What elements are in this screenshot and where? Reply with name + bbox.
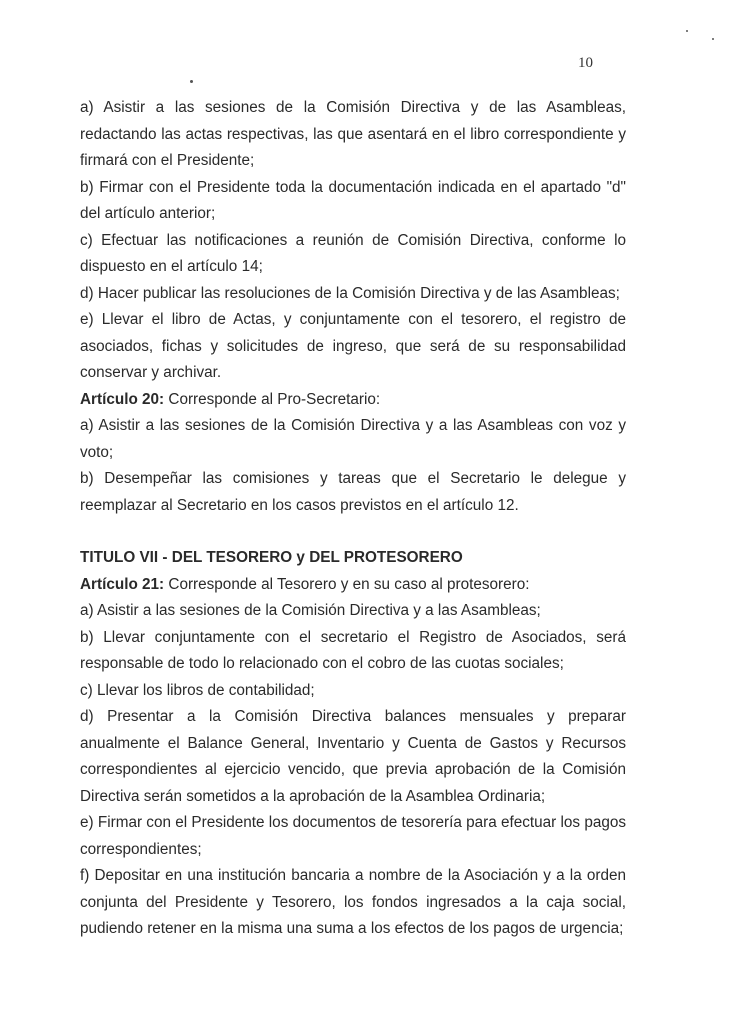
secretary-item-c: c) Efectuar las notificaciones a reunión de Comisión Directiva, conforme lo dispuesto en el artículo 14;	[80, 231, 626, 275]
article-20-item-b: b) Desempeñar las comisiones y tareas que el Secretario le delegue y reemplazar al Secretario en los casos previstos en el artículo 12.	[80, 470, 626, 514]
secretary-item-e: e) Llevar el libro de Actas, y conjuntamente con el tesorero, el registro de asociados, fichas y solicitudes de ingreso, que será de su responsabilidad conservar y archivar.	[80, 311, 626, 381]
article-20-item-a: a) Asistir a las sesiones de la Comisión Directiva y a las Asambleas con voz y voto;	[80, 417, 626, 461]
page-number: 10	[578, 55, 593, 71]
article-20-text: Corresponde al Pro-Secretario:	[164, 390, 381, 408]
article-21-item-b: b) Llevar conjuntamente con el secretario el Registro de Asociados, será responsable de todo lo relacionado con el cobro de las cuotas sociales;	[80, 628, 626, 672]
scan-speck	[190, 80, 193, 83]
article-21-intro	[80, 572, 626, 599]
article-21-text: Corresponde al Tesorero y en su caso al protesorero:	[164, 575, 530, 593]
article-20-intro	[80, 387, 626, 414]
article-20-label: Artículo 20:	[80, 390, 165, 408]
article-21-item-e: e) Firmar con el Presidente los documentos de tesorería para efectuar los pagos correspondientes;	[80, 814, 626, 858]
article-21-item-f: f) Depositar en una institución bancaria a nombre de la Asociación y a la orden conjunta del Presidente y Tesorero, los fondos ingresados a la caja social, pudiendo retener en la misma una suma a los efectos de los pagos de urgencia;	[80, 867, 626, 937]
secretary-item-a: a) Asistir a las sesiones de la Comisión Directiva y de las Asambleas, redactando las actas respectivas, las que asentará en el libro correspondiente y firmará con el Presidente;	[80, 99, 626, 169]
article-21-item-d: d) Presentar a la Comisión Directiva balances mensuales y preparar anualmente el Balance General, Inventario y Cuenta de Gastos y Recursos correspondientes al ejercicio vencido, que previa aprobación de la Comisión Directiva serán sometidos a la aprobación de la Asamblea Ordinaria;	[80, 708, 626, 805]
article-21-item-a: a) Asistir a las sesiones de la Comisión Directiva y a las Asambleas;	[80, 602, 541, 619]
secretary-item-d: d) Hacer publicar las resoluciones de la Comisión Directiva y de las Asambleas;	[80, 284, 620, 302]
article-21-label: Artículo 21:	[80, 575, 165, 593]
document-body	[80, 95, 626, 943]
scan-speck	[712, 38, 714, 40]
title-7-heading: TITULO VII - DEL TESORERO y DEL PROTESORERO	[80, 549, 463, 566]
secretary-item-b: b) Firmar con el Presidente toda la documentación indicada en el apartado "d" del artículo anterior;	[80, 178, 626, 222]
scan-speck	[686, 30, 688, 32]
article-21-item-c: c) Llevar los libros de contabilidad;	[80, 681, 315, 699]
section-spacer	[80, 519, 626, 545]
